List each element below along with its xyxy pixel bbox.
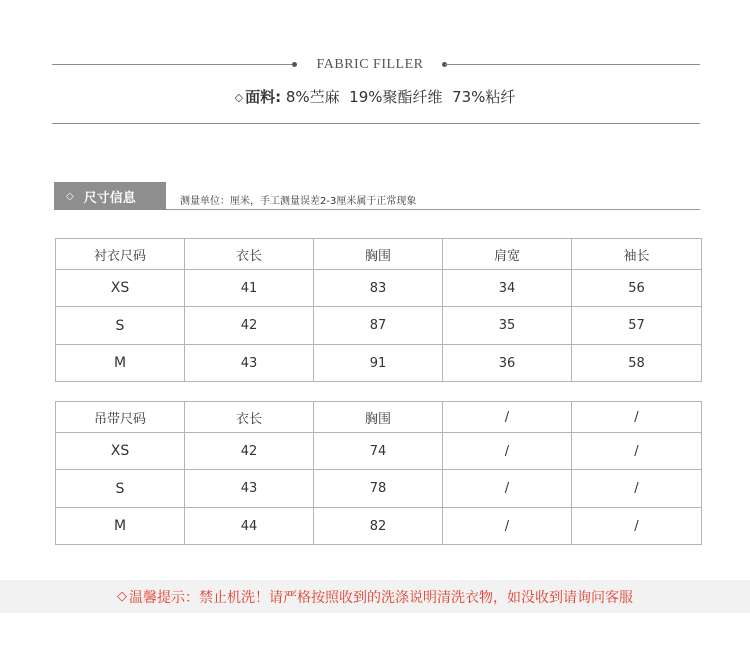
fabric-divider-right — [445, 64, 700, 65]
value-cell: 78 — [314, 470, 443, 508]
value-cell: 82 — [314, 508, 443, 545]
value-cell: / — [572, 433, 702, 470]
value-cell: 43 — [185, 345, 314, 382]
value-cell: 43 — [185, 470, 314, 508]
value-cell: 57 — [572, 307, 702, 345]
table-row — [56, 270, 702, 307]
table-header-row — [56, 239, 702, 270]
fabric-heading: FABRIC FILLER — [316, 57, 424, 72]
header-cell: 衣长 — [185, 239, 314, 270]
value-cell: 34 — [443, 270, 572, 307]
value-cell: 58 — [572, 345, 702, 382]
value-cell: / — [572, 508, 702, 545]
header-cell: 袖长 — [572, 239, 702, 270]
size-cell: S — [56, 470, 185, 508]
table-row — [56, 508, 702, 545]
fabric-bottom-divider — [52, 123, 700, 124]
value-cell: / — [443, 470, 572, 508]
care-warning-text: 温馨提示：禁止机洗！请严格按照收到的洗涤说明清洗衣物，如没收到请询问客服 — [129, 589, 633, 606]
measurement-note: 测量单位：厘米，手工测量误差2-3厘米属于正常现象 — [180, 196, 417, 207]
value-cell: 41 — [185, 270, 314, 307]
size-cell: S — [56, 307, 185, 345]
fabric-composition-line — [0, 86, 750, 107]
size-cell: M — [56, 345, 185, 382]
diamond-icon: ◇ — [117, 589, 127, 604]
size-info-tag — [54, 182, 166, 210]
table-row — [56, 307, 702, 345]
header-cell: / — [443, 402, 572, 433]
care-warning-banner — [0, 580, 750, 613]
table-row — [56, 433, 702, 470]
size-info-title: 尺寸信息 — [83, 190, 136, 206]
value-cell: 91 — [314, 345, 443, 382]
header-cell: 吊带尺码 — [56, 402, 185, 433]
shirt-size-table — [55, 238, 702, 382]
header-cell: 衣长 — [185, 402, 314, 433]
value-cell: 36 — [443, 345, 572, 382]
fabric-composition: 8%苎麻 19%聚酯纤维 73%粘纤 — [285, 88, 516, 106]
camisole-size-table — [55, 401, 702, 545]
divider-dot-left — [292, 62, 297, 67]
header-cell: 肩宽 — [443, 239, 572, 270]
value-cell: 42 — [185, 433, 314, 470]
value-cell: 56 — [572, 270, 702, 307]
value-cell: 83 — [314, 270, 443, 307]
header-cell: 胸围 — [314, 402, 443, 433]
diamond-icon: ◇ — [234, 91, 244, 104]
value-cell: 35 — [443, 307, 572, 345]
size-cell: M — [56, 508, 185, 545]
header-cell: 胸围 — [314, 239, 443, 270]
fabric-divider-left — [52, 64, 295, 65]
value-cell: 74 — [314, 433, 443, 470]
header-cell: 衬衣尺码 — [56, 239, 185, 270]
size-cell: XS — [56, 270, 185, 307]
diamond-icon: ◇ — [66, 190, 74, 202]
value-cell: 42 — [185, 307, 314, 345]
table-row — [56, 470, 702, 508]
size-cell: XS — [56, 433, 185, 470]
table-row — [56, 345, 702, 382]
value-cell: 87 — [314, 307, 443, 345]
table-header-row — [56, 402, 702, 433]
value-cell: 44 — [185, 508, 314, 545]
size-info-underline — [166, 209, 700, 210]
value-cell: / — [443, 508, 572, 545]
value-cell: / — [443, 433, 572, 470]
value-cell: / — [572, 470, 702, 508]
header-cell: / — [572, 402, 702, 433]
fabric-label: 面料: — [245, 88, 282, 106]
